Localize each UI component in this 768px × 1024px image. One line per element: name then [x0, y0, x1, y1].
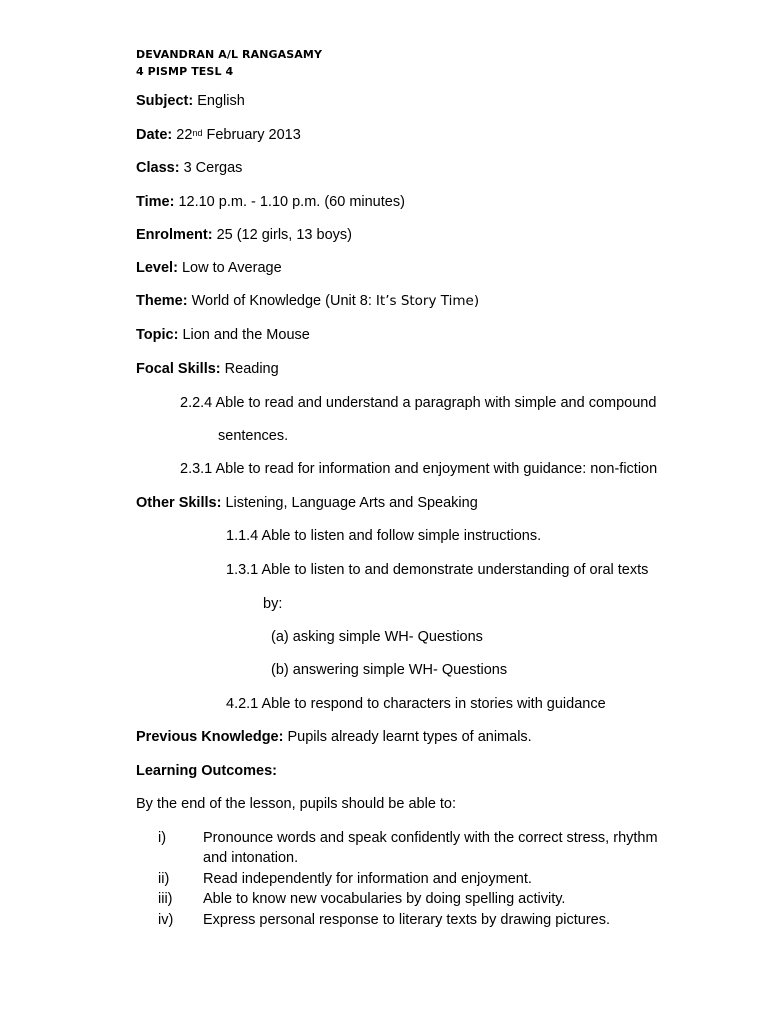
- theme-label: Theme:: [136, 293, 188, 309]
- outcome-text: Read independently for information and enjoyment.: [203, 871, 532, 887]
- time-value: 12.10 p.m. - 1.10 p.m. (60 minutes): [178, 194, 405, 210]
- theme-close: ): [473, 293, 480, 309]
- program-code: 4 PISMP TESL 4: [136, 65, 234, 78]
- previous-knowledge-row: [136, 729, 532, 746]
- class-value: 3 Cergas: [183, 160, 243, 176]
- level-value: Low to Average: [181, 260, 282, 276]
- level-label: Level:: [136, 260, 178, 276]
- enrolment-row: [136, 227, 352, 244]
- class-row: [136, 160, 242, 177]
- outcome-number: iii): [158, 891, 173, 907]
- focal-skills-label: Focal Skills:: [136, 361, 221, 377]
- learning-outcomes-intro: By the end of the lesson, pupils should be able to:: [136, 796, 457, 812]
- date-row: [136, 127, 301, 144]
- other-skill-2-line-1: 1.3.1 Able to listen to and demonstrate understanding of oral texts: [226, 562, 649, 578]
- subject-label: Subject:: [136, 93, 194, 109]
- other-skill-2-line-2: by:: [263, 596, 283, 612]
- topic-value: Lion and the Mouse: [182, 327, 310, 343]
- theme-story: It’s Story Time: [375, 293, 474, 309]
- outcome-text: Able to know new vocabularies by doing spelling activity.: [203, 891, 566, 907]
- previous-knowledge-label: Previous Knowledge:: [136, 729, 284, 745]
- theme-value: World of Knowledge (Unit 8:: [191, 293, 372, 309]
- outcome-text: Express personal response to literary texts by drawing pictures.: [203, 912, 610, 928]
- focal-skill-1-line-1: 2.2.4 Able to read and understand a paragraph with simple and compound: [180, 395, 657, 411]
- enrolment-label: Enrolment:: [136, 227, 213, 243]
- topic-label: Topic:: [136, 327, 179, 343]
- outcome-number: i): [158, 830, 167, 846]
- other-skills-value: Listening, Language Arts and Speaking: [225, 495, 478, 511]
- class-label: Class:: [136, 160, 180, 176]
- topic-row: [136, 327, 310, 344]
- other-skill-3: 4.2.1 Able to respond to characters in stories with guidance: [226, 696, 606, 712]
- learning-outcomes-heading: Learning Outcomes:: [136, 763, 277, 779]
- date-rest: February 2013: [206, 127, 301, 143]
- theme-row: [136, 293, 479, 310]
- subject-value: English: [197, 93, 245, 109]
- subject-row: [136, 93, 245, 110]
- outcome-number: iv): [158, 912, 174, 928]
- focal-skills-value: Reading: [224, 361, 279, 377]
- focal-skill-1-line-2: sentences.: [218, 428, 289, 444]
- author-name: DEVANDRAN A/L RANGASAMY: [136, 48, 323, 61]
- other-skill-2b: (b) answering simple WH- Questions: [271, 662, 508, 678]
- outcome-number: ii): [158, 871, 170, 887]
- enrolment-value: 25 (12 girls, 13 boys): [216, 227, 352, 243]
- other-skill-1: 1.1.4 Able to listen and follow simple instructions.: [226, 528, 542, 544]
- time-row: [136, 194, 405, 211]
- other-skills-row: [136, 495, 478, 512]
- time-label: Time:: [136, 194, 175, 210]
- date-day: 22: [176, 127, 193, 143]
- focal-skill-2: 2.3.1 Able to read for information and enjoyment with guidance: non-fiction: [180, 461, 658, 477]
- previous-knowledge-value: Pupils already learnt types of animals.: [287, 729, 532, 745]
- other-skill-2a: (a) asking simple WH- Questions: [271, 629, 483, 645]
- other-skills-label: Other Skills:: [136, 495, 222, 511]
- focal-skills-row: [136, 361, 279, 378]
- outcome-text: Pronounce words and speak confidently with the correct stress, rhythm and intonation.: [203, 830, 658, 866]
- date-suffix: nd: [192, 128, 203, 138]
- date-label: Date:: [136, 127, 173, 143]
- level-row: [136, 260, 282, 277]
